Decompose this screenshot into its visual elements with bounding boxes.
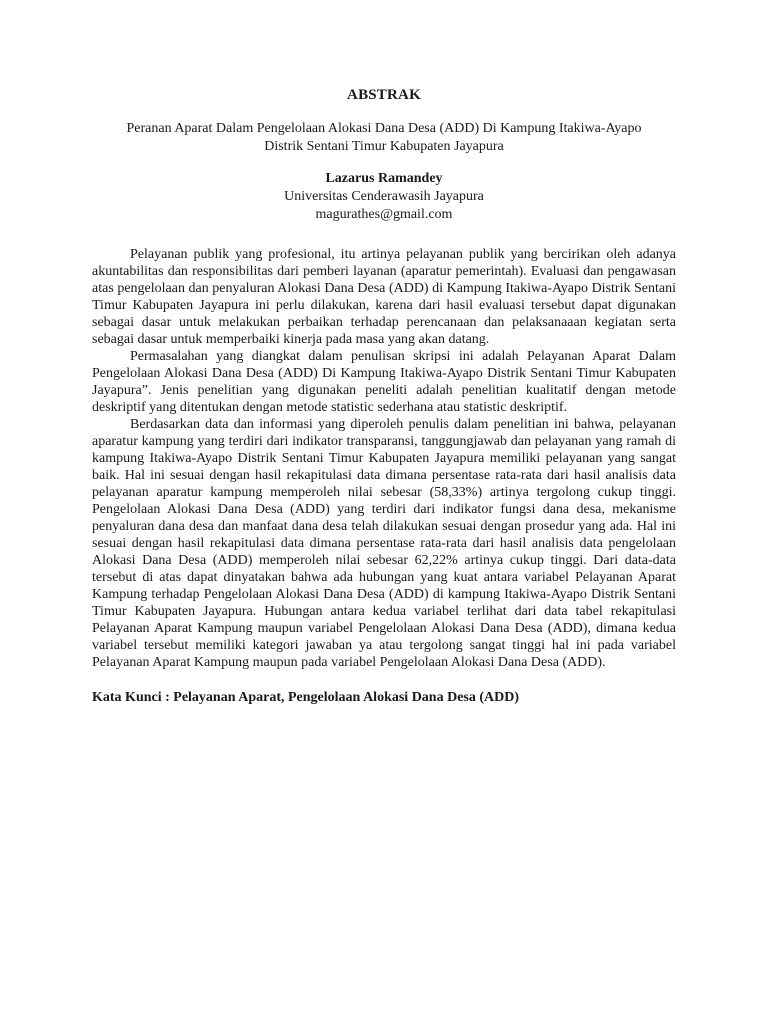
keywords-line: Kata Kunci : Pelayanan Aparat, Pengelolaan Alokasi Dana Desa (ADD)	[92, 690, 520, 705]
author-affiliation: Universitas Cenderawasih Jayapura	[284, 189, 484, 204]
abstract-paragraph-2: Permasalahan yang diangkat dalam penulisan skripsi ini adalah Pelayanan Aparat Dalam Pengelolaan Alokasi Dana Desa (ADD) Di Kampung Itakiwa-Ayapo Distrik Sentani Timur Kabupaten Jayapura”. Jenis penelitian yang digunakan peneliti adalah penelitian kualitatif dengan metode deskriptif yang ditentukan dengan metode statistic sederhana atau statistic deskriptif.	[92, 349, 676, 415]
paper-title	[92, 120, 676, 156]
paper-title-line-2: Distrik Sentani Timur Kabupaten Jayapura	[264, 139, 504, 154]
abstract-heading: ABSTRAK	[347, 87, 421, 103]
abstract-paragraph-3: Berdasarkan data dan informasi yang diperoleh penulis dalam penelitian ini bahwa, pelayanan aparatur kampung yang terdiri dari indikator transparansi, tanggungjawab dan pelayanan yang ramah di kampung Itakiwa-Ayapo Distrik Sentani Timur Kabupaten Jayapura memiliki pelayanan yang sangat baik. Hal ini sesuai dengan hasil rekapitulasi data dimana persentase rata-rata dari hasil analisis data pelayanan aparatur kampung memperoleh nilai sebesar (58,33%) artinya tergolong cukup tinggi. Pengelolaan Alokasi Dana Desa (ADD) yang terdiri dari indikator fungsi dana desa, mekanisme penyaluran dana desa dan manfaat dana desa telah dilakukan sesuai dengan prosedur yang ada. Hal ini sesuai dengan hasil rekapitulasi data dimana persentase rata-rata dari hasil analisis data pengelolaan Alokasi Dana Desa (ADD) memperoleh nilai sebesar 62,22% artinya cukup tinggi. Dari data-data tersebut di atas dapat dinyatakan bahwa ada hubungan yang kuat antara variabel Pelayanan Aparat Kampung terhadap Pengelolaan Alokasi Dana Desa (ADD) di kampung Itakiwa-Ayapo Distrik Sentani Timur Kabupaten Jayapura. Hubungan antara kedua variabel terlihat dari data tabel rekapitulasi Pelayanan Aparat Kampung maupun variabel Pengelolaan Alokasi Dana Desa (ADD), dimana kedua variabel tersebut memiliki kategori jawaban ya atau tergolong sangat tinggi hal ini pada variabel Pelayanan Aparat Kampung maupun pada variabel Pengelolaan Alokasi Dana Desa (ADD).	[92, 417, 676, 670]
paper-title-line-1: Peranan Aparat Dalam Pengelolaan Alokasi Dana Desa (ADD) Di Kampung Itakiwa-Ayapo	[126, 121, 642, 136]
abstract-body	[92, 246, 676, 671]
author-email: magurathes@gmail.com	[315, 207, 453, 222]
author-block	[92, 170, 676, 224]
abstract-paragraph-1: Pelayanan publik yang profesional, itu artinya pelayanan publik yang bercirikan oleh adanya akuntabilitas dan responsibilitas dari pemberi layanan (aparatur pemerintah). Evaluasi dan pengawasan atas pengelolaan dan penyaluran Alokasi Dana Desa (ADD) di Kampung Itakiwa-Ayapo Distrik Sentani Timur Kabupaten Jayapura ini perlu dilakukan, karena dari hasil evaluasi tersebut dapat digunakan sebagai dasar untuk melakukan perbaikan terhadap perencanaan dan pelaksanaaan kegiatan serta sebagai dasar untuk memperbaiki kinerja pada masa yang akan datang.	[92, 247, 676, 347]
author-name: Lazarus Ramandey	[325, 171, 443, 186]
